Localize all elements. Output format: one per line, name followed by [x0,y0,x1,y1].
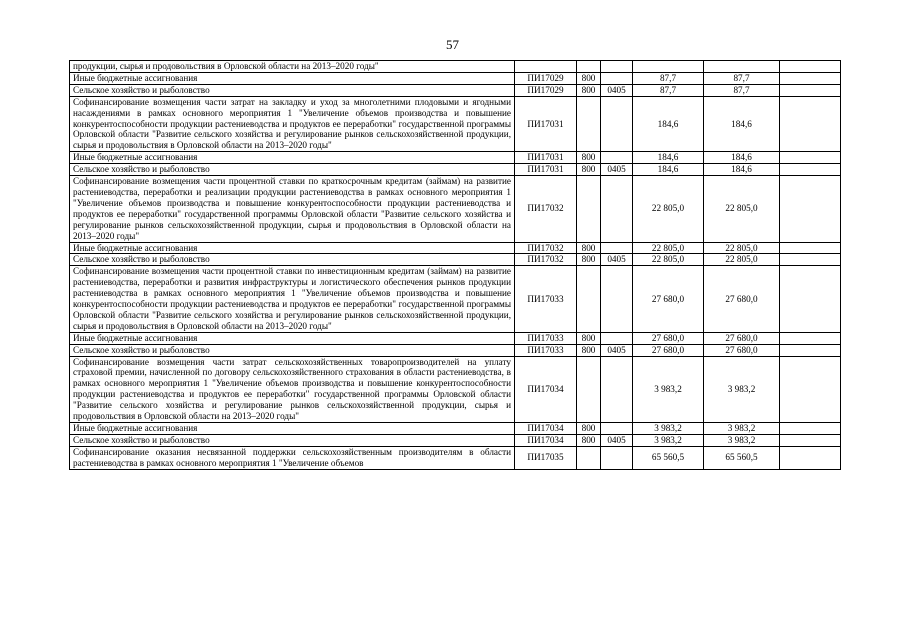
row-empty-cell [780,434,841,446]
row-code: ПИ17031 [515,96,577,152]
row-sum-1: 65 560,5 [633,446,704,469]
row-expense-type: 800 [577,164,601,176]
row-section [601,332,633,344]
budget-table-body [70,61,841,470]
row-sum-1: 3 983,2 [633,434,704,446]
row-empty-cell [780,344,841,356]
row-expense-type [577,266,601,332]
row-sum-2: 3 983,2 [704,434,780,446]
table-row [70,446,841,469]
row-code: ПИ17034 [515,434,577,446]
row-name: Иные бюджетные ассигнования [70,332,515,344]
row-empty-cell [780,332,841,344]
row-name: Иные бюджетные ассигнования [70,72,515,84]
row-name: Сельское хозяйство и рыболовство [70,254,515,266]
table-row [70,164,841,176]
page-number: 57 [446,37,459,52]
row-empty-cell [780,164,841,176]
table-row [70,356,841,422]
row-sum-2: 184,6 [704,96,780,152]
row-sum-2: 65 560,5 [704,446,780,469]
row-empty-cell [780,84,841,96]
row-name: Сельское хозяйство и рыболовство [70,164,515,176]
row-name: Софинансирование возмещения части процентной ставки по инвестиционным кредитам (займам) на развитие растениеводства, переработки и развития инфраструктуры и логистического обеспечения рынков продукции растениеводства в рамках основного мероприятия 1 "Увеличение объемов производства и повышение конкурентоспособности продукции растениеводства и продуктов ее переработки" государственной программы Орловской области "Развитие сельского хозяйства и регулирование рынков сельскохозяйственной продукции, сырья и продовольствия в Орловской области на 2013–2020 годы" [70,266,515,332]
row-name: Сельское хозяйство и рыболовство [70,344,515,356]
row-section [601,61,633,73]
row-code: ПИ17034 [515,423,577,435]
row-name: Софинансирование возмещения части затрат на закладку и уход за многолетними плодовыми и ягодными насаждениями в рамках основного мероприятия 1 "Увеличение объемов производства и повышение конкурентоспособности продукции растениеводства и продуктов ее переработки" государственной программы Орловской области "Развитие сельского хозяйства и регулирование рынков сельскохозяйственной продукции, сырья и продовольствия в Орловской области на 2013–2020 годы" [70,96,515,152]
table-row [70,242,841,254]
row-expense-type: 800 [577,84,601,96]
row-code: ПИ17034 [515,356,577,422]
row-sum-2: 184,6 [704,152,780,164]
row-empty-cell [780,254,841,266]
row-name: продукции, сырья и продовольствия в Орловской области на 2013–2020 годы" [70,61,515,73]
row-empty-cell [780,356,841,422]
row-sum-2 [704,61,780,73]
row-code: ПИ17033 [515,266,577,332]
table-row [70,332,841,344]
row-name: Иные бюджетные ассигнования [70,152,515,164]
row-section: 0405 [601,344,633,356]
row-code: ПИ17032 [515,242,577,254]
row-sum-2: 3 983,2 [704,356,780,422]
row-code: ПИ17033 [515,344,577,356]
row-section: 0405 [601,84,633,96]
row-expense-type [577,446,601,469]
row-expense-type: 800 [577,152,601,164]
row-code: ПИ17031 [515,164,577,176]
row-sum-2: 87,7 [704,84,780,96]
row-section [601,266,633,332]
row-name: Софинансирование возмещения части затрат сельскохозяйственных товаропроизводителей на уплату страховой премии, начисленной по договору сельскохозяйственного страхования в области растениеводства, в рамках основного мероприятия 1 "Увеличение объемов производства и повышение конкурентоспособности продукции растениеводства и продуктов ее переработки" государственной программы Орловской области "Развитие сельского хозяйства и регулирование рынков сельскохозяйственной продукции, сырья и продовольствия в Орловской области на 2013–2020 годы" [70,356,515,422]
row-sum-1: 87,7 [633,72,704,84]
row-sum-1: 3 983,2 [633,423,704,435]
row-code: ПИ17035 [515,446,577,469]
row-section [601,446,633,469]
table-row [70,176,841,242]
row-code [515,61,577,73]
row-name: Софинансирование возмещения части процентной ставки по краткосрочным кредитам (займам) на развитие растениеводства, переработки и реализации продукции растениеводства в рамках основного мероприятия 1 "Увеличение объемов производства и повышение конкурентоспособности продукции растениеводства и продуктов ее переработки" государственной программы Орловской области "Развитие сельского хозяйства и регулирование рынков сельскохозяйственной продукции, сырья и продовольствия в Орловской области на 2013–2020 годы" [70,176,515,242]
table-row [70,84,841,96]
row-expense-type [577,356,601,422]
row-section: 0405 [601,434,633,446]
row-section [601,72,633,84]
table-row [70,344,841,356]
row-sum-1: 22 805,0 [633,242,704,254]
row-sum-2: 22 805,0 [704,242,780,254]
row-sum-2: 27 680,0 [704,266,780,332]
row-sum-1: 3 983,2 [633,356,704,422]
row-sum-2: 27 680,0 [704,332,780,344]
row-expense-type: 800 [577,332,601,344]
row-sum-1: 27 680,0 [633,344,704,356]
row-code: ПИ17032 [515,176,577,242]
row-sum-1: 22 805,0 [633,176,704,242]
row-sum-1: 184,6 [633,96,704,152]
row-section [601,423,633,435]
row-sum-2: 27 680,0 [704,344,780,356]
row-expense-type: 800 [577,254,601,266]
table-row [70,96,841,152]
row-expense-type: 800 [577,242,601,254]
row-section [601,96,633,152]
table-row [70,72,841,84]
row-name: Сельское хозяйство и рыболовство [70,84,515,96]
row-expense-type: 800 [577,423,601,435]
row-name: Софинансирование оказания несвязанной поддержки сельскохозяйственным производителям в области растениеводства в рамках основного мероприятия 1 "Увеличение объемов [70,446,515,469]
row-empty-cell [780,72,841,84]
row-expense-type: 800 [577,72,601,84]
table-row [70,61,841,73]
table-row [70,254,841,266]
table-row [70,434,841,446]
row-empty-cell [780,152,841,164]
row-expense-type: 800 [577,434,601,446]
row-sum-1: 87,7 [633,84,704,96]
row-code: ПИ17031 [515,152,577,164]
row-section [601,356,633,422]
row-section: 0405 [601,164,633,176]
row-expense-type [577,176,601,242]
row-code: ПИ17029 [515,72,577,84]
row-empty-cell [780,242,841,254]
table-row [70,266,841,332]
row-section [601,242,633,254]
row-name: Сельское хозяйство и рыболовство [70,434,515,446]
row-section [601,152,633,164]
table-row [70,152,841,164]
row-section: 0405 [601,254,633,266]
row-name: Иные бюджетные ассигнования [70,242,515,254]
row-sum-1 [633,61,704,73]
row-sum-1: 184,6 [633,152,704,164]
row-empty-cell [780,61,841,73]
row-sum-1: 27 680,0 [633,332,704,344]
row-sum-1: 184,6 [633,164,704,176]
budget-table [69,60,841,470]
row-empty-cell [780,96,841,152]
row-sum-1: 22 805,0 [633,254,704,266]
table-row [70,423,841,435]
row-expense-type [577,61,601,73]
row-sum-1: 27 680,0 [633,266,704,332]
row-code: ПИ17033 [515,332,577,344]
row-sum-2: 184,6 [704,164,780,176]
row-empty-cell [780,176,841,242]
row-empty-cell [780,423,841,435]
row-sum-2: 22 805,0 [704,176,780,242]
row-sum-2: 3 983,2 [704,423,780,435]
row-name: Иные бюджетные ассигнования [70,423,515,435]
row-sum-2: 22 805,0 [704,254,780,266]
row-empty-cell [780,446,841,469]
row-expense-type: 800 [577,344,601,356]
row-empty-cell [780,266,841,332]
row-expense-type [577,96,601,152]
row-code: ПИ17029 [515,84,577,96]
row-sum-2: 87,7 [704,72,780,84]
row-code: ПИ17032 [515,254,577,266]
row-section [601,176,633,242]
